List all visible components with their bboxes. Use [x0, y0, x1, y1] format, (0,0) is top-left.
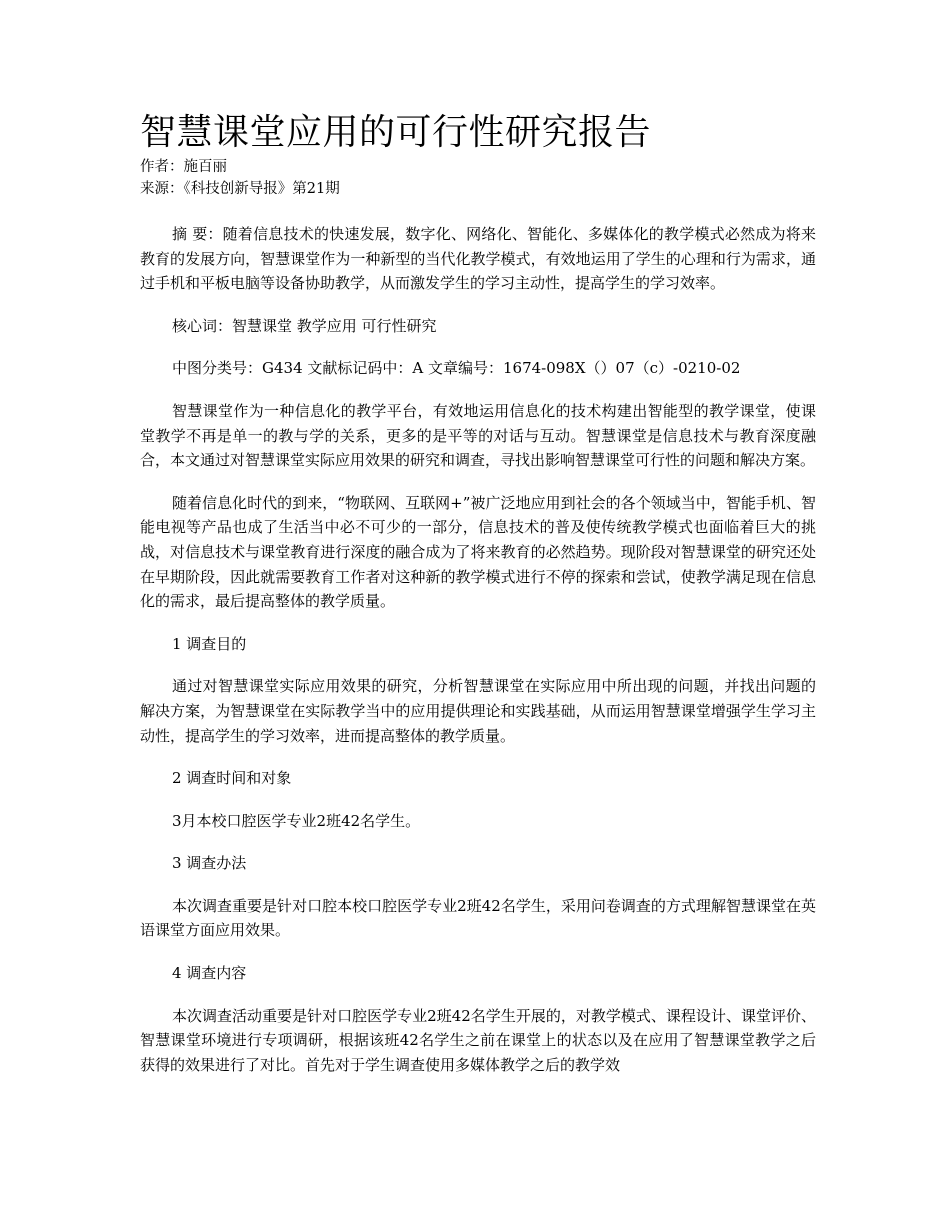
document-body — [140, 110, 816, 1077]
document-title: 智慧课堂应用的可行性研究报告 — [140, 112, 652, 153]
classification-line: 中图分类号：G434 文献标记码中：A 文章编号：1674-098X（）07（c）-0210-02 — [172, 359, 741, 378]
body-paragraph: 随着信息化时代的到来，“物联网、互联网+”被广泛地应用到社会的各个领域当中，智能手机、智能电视等产品也成了生活当中必不可少的一部分，信息技术的普及使传统教学模式也面临着巨大的挑战，对信息技术与课堂教育进行深度的融合成为了将来教育的必然趋势。现阶段对智慧课堂的研究还处在早期阶段，因此就需要教育工作者对这种新的教学模式进行不停的探索和尝试，使教学满足现在信息化的需求，最后提高整体的教学质量。 — [140, 493, 816, 611]
section-heading: 4 调查内容 — [172, 964, 247, 983]
body-paragraph: 智慧课堂作为一种信息化的教学平台，有效地运用信息化的技术构建出智能型的教学课堂，使课堂教学不再是单一的教与学的关系，更多的是平等的对话与互动。智慧课堂是信息技术与教育深度融合，本文通过对智慧课堂实际应用效果的研究和调查，寻找出影响智慧课堂可行性的问题和解决方案。 — [140, 401, 816, 470]
keywords-line: 核心词：智慧课堂 教学应用 可行性研究 — [172, 316, 437, 335]
source-line: 来源：《科技创新导报》第21期 — [140, 181, 340, 197]
abstract-paragraph: 摘 要：随着信息技术的快速发展，数字化、网络化、智能化、多媒体化的教学模式必然成为将来教育的发展方向，智慧课堂作为一种新型的当代化教学模式，有效地运用了学生的心理和行为需求，通过手机和平板电脑等设备协助教学，从而激发学生的学习主动性，提高学生的学习效率。 — [140, 225, 816, 293]
section-paragraph: 通过对智慧课堂实际应用效果的研究，分析智慧课堂在实际应用中所出现的问题，并找出问题的解决方案，为智慧课堂在实际教学当中的应用提供理论和实践基础，从而运用智慧课堂增强学生学习主动性，提高学生的学习效率，进而提高整体的教学质量。 — [140, 677, 816, 745]
section-heading: 2 调查时间和对象 — [172, 769, 292, 788]
author-line: 作者：施百丽 — [140, 159, 227, 175]
section-paragraph: 本次调查重要是针对口腔本校口腔医学专业2班42名学生，采用问卷调查的方式理解智慧课堂在英语课堂方面应用效果。 — [140, 896, 816, 940]
section-paragraph: 3月本校口腔医学专业2班42名学生。 — [172, 811, 421, 830]
section-heading: 1 调查目的 — [172, 634, 247, 653]
section-paragraph: 本次调查活动重要是针对口腔医学专业2班42名学生开展的，对教学模式、课程设计、课堂评价、智慧课堂环境进行专项调研，根据该班42名学生之前在课堂上的状态以及在应用了智慧课堂教学之后获得的效果进行了对比。首先对于学生调查使用多媒体教学之后的教学效 — [140, 1006, 816, 1074]
section-heading: 3 调查办法 — [172, 854, 247, 873]
